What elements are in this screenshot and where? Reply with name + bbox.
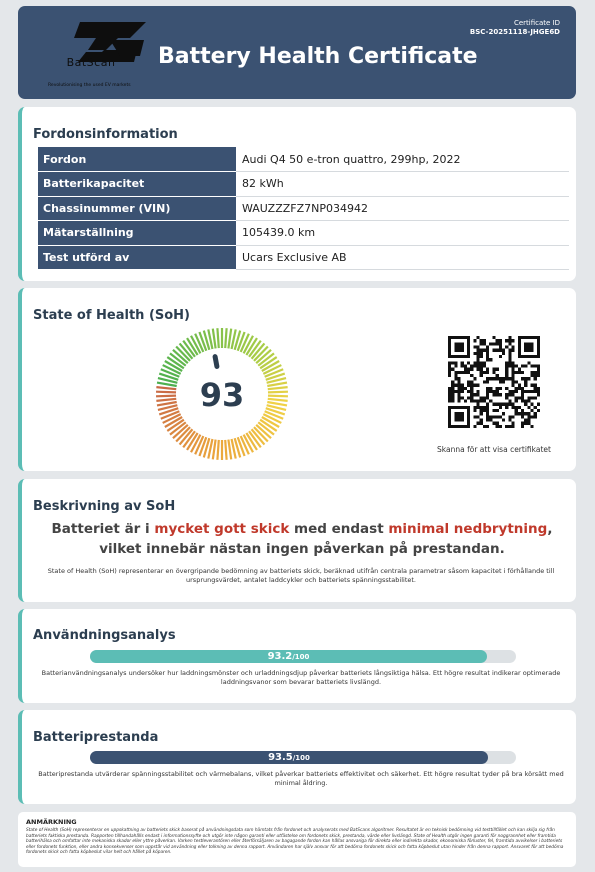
gauge-tick <box>228 329 231 349</box>
remark-title: ANMÄRKNING <box>26 818 77 826</box>
row-value: 82 kWh <box>236 172 569 197</box>
soh-headline <box>32 519 572 559</box>
gauge-tick <box>156 396 176 397</box>
table-row <box>38 196 569 221</box>
logo-name: BatScan <box>66 56 116 69</box>
usage-score-label <box>90 650 487 663</box>
row-value: Audi Q4 50 e-tron quattro, 299hp, 2022 <box>236 147 569 172</box>
table-row <box>38 172 569 197</box>
vehicle-info-title: Fordonsinformation <box>33 127 178 142</box>
remark-box <box>18 812 576 867</box>
qr-caption: Skanna för att visa certifikatet <box>437 445 551 454</box>
row-label: Batterikapacitet <box>38 172 236 197</box>
battery-performance-card <box>18 710 576 804</box>
logo-tagline: Revolutionising the used EV markets <box>48 83 131 88</box>
headline-text: vilket innebär nästan ingen påverkan på prestandan. <box>99 541 505 557</box>
gauge-tick <box>268 396 288 397</box>
gauge-tick <box>268 387 288 389</box>
qr-code-icon[interactable] <box>448 336 540 428</box>
usage-score: 93.2 <box>267 651 293 662</box>
gauge-tick <box>228 440 231 460</box>
gauge-tick <box>156 399 176 401</box>
gauge-tick <box>268 399 288 401</box>
table-row <box>38 147 569 172</box>
headline-text: med endast <box>289 521 389 537</box>
gauge-tick <box>156 392 176 393</box>
certificate-id-label: Certificate ID <box>513 19 560 27</box>
usage-out-of: /100 <box>292 653 310 661</box>
usage-analysis-card <box>18 609 576 703</box>
headline-text: Batteriet är i <box>51 521 155 537</box>
usage-analysis-title: Användningsanalys <box>33 628 176 643</box>
gauge-tick <box>217 440 218 460</box>
headline-highlight: minimal nedbrytning <box>388 521 548 537</box>
row-label: Mätarställning <box>38 221 236 246</box>
row-label: Test utförd av <box>38 245 236 270</box>
headline-highlight: mycket gott skick <box>154 521 290 537</box>
soh-gauge <box>154 326 290 462</box>
soh-value: 93 <box>199 376 245 414</box>
performance-score-label <box>90 751 488 764</box>
row-label: Chassinummer (VIN) <box>38 196 236 221</box>
vehicle-info-table <box>38 147 569 270</box>
gauge-needle <box>215 357 217 367</box>
certificate-id: BSC-20251118-JHGE6D <box>469 28 560 36</box>
performance-out-of: /100 <box>292 754 310 762</box>
soh-card <box>18 288 576 471</box>
soh-description-card <box>18 479 576 602</box>
usage-progress-bar <box>90 650 516 663</box>
row-value: 105439.0 km <box>236 221 569 246</box>
soh-title: State of Health (SoH) <box>33 308 190 323</box>
page-title: Battery Health Certificate <box>158 44 478 69</box>
gauge-tick <box>156 387 176 389</box>
row-value: Ucars Exclusive AB <box>236 245 569 270</box>
usage-analysis-body: Batterianvändningsanalys undersöker hur laddningsmönster och urladdningsdjup påverkar batteriets långsiktiga hälsa. Ett högre resultat indikerar optimerade laddningsvanor som bevarar batteriets livslängd. <box>41 669 561 686</box>
battery-performance-body: Batteriprestanda utvärderar spänningsstabilitet och värmebalans, vilket påverkar batteriets effektivitet och säkerhet. Ett högre resultat tyder på bra körsätt med minimal åldring. <box>38 770 564 787</box>
battery-performance-title: Batteriprestanda <box>33 730 159 745</box>
gauge-tick <box>225 440 226 460</box>
table-row <box>38 221 569 246</box>
table-row <box>38 245 569 270</box>
performance-score: 93.5 <box>268 752 293 763</box>
remark-body: State of Health (SoH) representerar en uppskattning av batteriets skick baserat på användningsdata som hämtats från fordonet och analyserats med BatScans algoritmer. Resultatet är en teknisk bedömning vid testtillfället och kan skilja sig från batteriets faktiska prestanda. Rapporten tillhandahålls endast i informationssyfte och utgör inte någon garanti eller utfästelse om fordonets skick, prestanda, värde eller livslängd. State of Health utgör ingen garanti för noggrannhet eller framtida batterihälsa och omfattar inte mekaniska skador eller yttre påverkan. Varken testleverantören eller återförsäljaren av bagagande fordon kan hållas ansvariga för direkta eller indirekta skador, ekonomiska förluster, fel, framtida avvikelser i batteriets eller fordonets funktion, eller andra konsekvenser som uppstår vid användning eller tolkning av denna rapport. Användaren har själv ansvar för att bedöma fordonets skick och fatta köpbeslut utan hinder från denna rapport. Ansvaret för att bedöma fordonets skick och fatta köpbeslut vilar helt och hållet på köparen. <box>26 828 564 855</box>
certificate-header <box>18 6 576 99</box>
row-label: Fordon <box>38 147 236 172</box>
gauge-tick <box>213 440 216 460</box>
gauge-tick <box>217 328 218 348</box>
row-value: WAUZZZFZ7NP034942 <box>236 196 569 221</box>
headline-text: , <box>547 521 553 537</box>
gauge-tick <box>213 329 216 349</box>
gauge-tick <box>268 392 288 393</box>
gauge-tick <box>225 328 226 348</box>
vehicle-info-card <box>18 107 576 281</box>
soh-description-title: Beskrivning av SoH <box>33 499 176 514</box>
performance-progress-bar <box>90 751 516 764</box>
soh-description-body: State of Health (SoH) representerar en övergripande bedömning av batteriets skick, beräknad utifrån centrala parametrar såsom kapacitet i förhållande till ursprungsvärdet, antalet laddcykler och batteriets spänningsstabilitet. <box>47 567 555 584</box>
